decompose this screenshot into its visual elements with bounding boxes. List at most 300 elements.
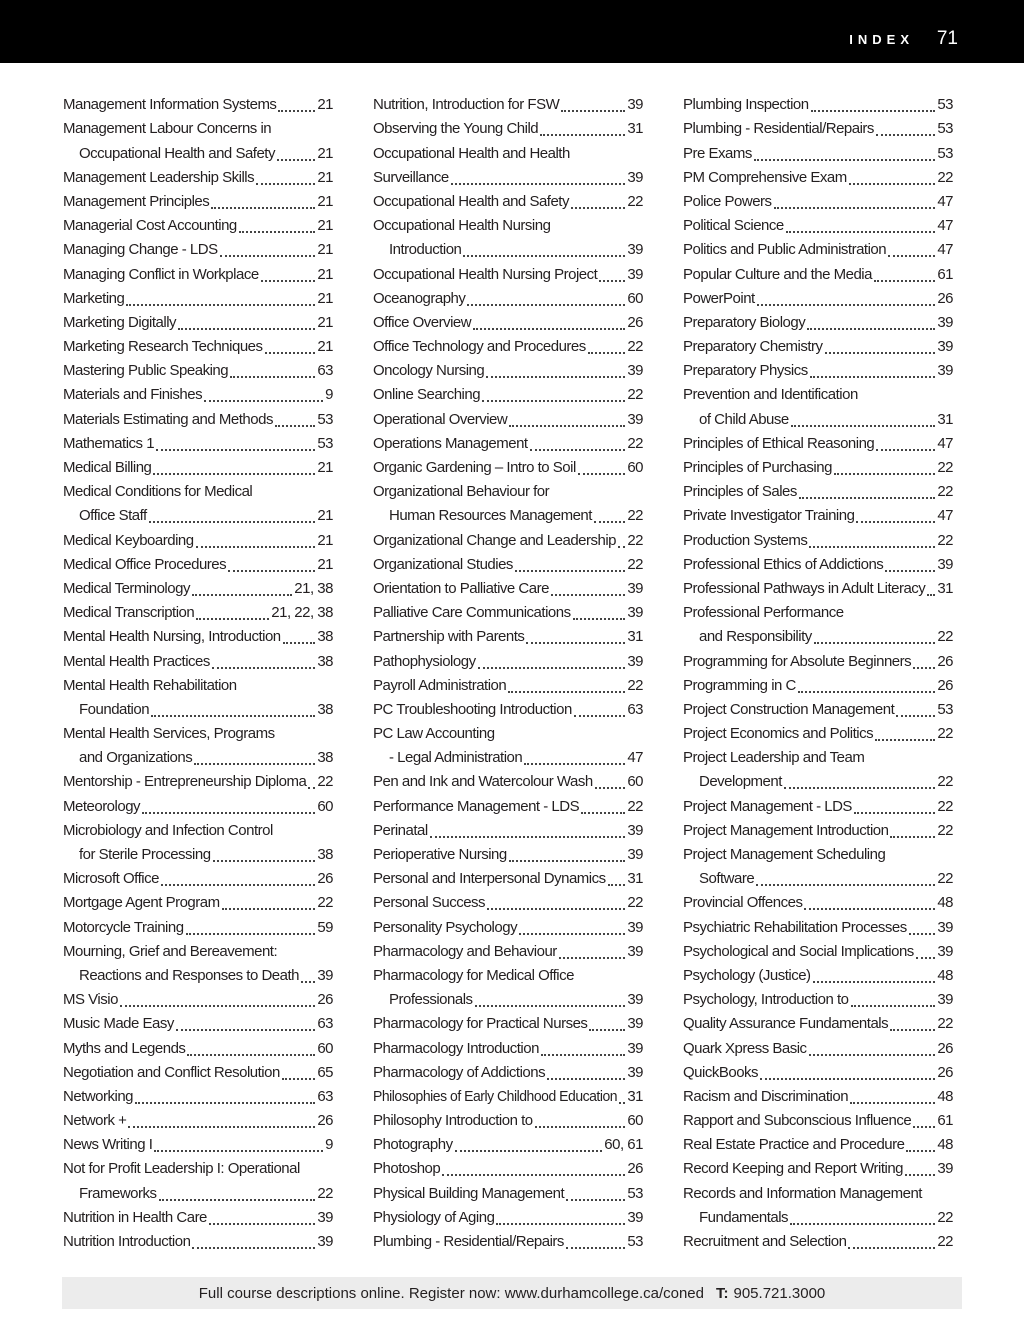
index-entry-title: Perinatal [373,821,428,839]
index-entry-title: PM Comprehensive Exam [683,168,847,186]
index-entry-title: Managing Change - LDS [63,241,218,259]
index-entry-line [63,623,333,647]
index-entry-line [373,913,643,937]
index-entry [373,454,643,478]
index-entry-title: Pharmacology of Addictions [373,1063,546,1081]
dot-leader [784,786,935,789]
index-entry-line [683,913,953,937]
dot-leader [834,472,935,475]
index-entry-line [683,164,953,188]
index-entry [63,1034,333,1058]
index-entry-title: PC Law Accounting [373,725,495,743]
index-entry-title: Professional Pathways in Adult Literacy [683,579,926,597]
index-entry-line [373,139,643,163]
index-entry-pages: 21 [317,96,333,114]
index-entry [63,236,333,260]
index-entry-line [373,599,643,623]
dot-leader [153,472,315,475]
index-entry-title: Occupational Health Nursing [373,217,551,235]
dot-leader [187,1053,315,1056]
index-entry-title: Foundation [79,700,150,718]
index-entry-pages: 22 [937,483,953,501]
index-entry-pages: 48 [937,966,953,984]
index-entry-title: Provincial Offences [683,894,803,912]
index-entry [683,647,953,671]
dot-leader [467,303,625,306]
index-entry-pages: 39 [627,96,643,114]
index-entry-line [63,357,333,381]
index-entry-title: Pharmacology and Behaviour [373,942,557,960]
index-entry [373,212,643,260]
index-entry-title: Partnership with Parents [373,628,525,646]
index-entry-line [683,1228,953,1252]
index-entry-line [63,889,333,913]
index-entry-title: Project Economics and Politics [683,725,874,743]
index-entry [373,913,643,937]
dot-leader [261,279,316,282]
index-entry-line [373,841,643,865]
index-entry-title: Network + [63,1112,127,1130]
index-entry [63,357,333,381]
index-entry-pages: 39 [317,1233,333,1250]
dot-leader [192,1246,315,1249]
index-entry-pages: 21 [317,555,333,573]
dot-leader [486,375,625,378]
dot-leader [854,811,935,814]
index-entry [373,478,643,526]
index-entry-title: Psychiatric Rehabilitation Processes [683,918,907,936]
index-entry-title: Managerial Cost Accounting [63,217,237,235]
index-entry-line [373,938,643,962]
dot-leader [194,762,315,765]
index-entry-line [373,744,643,768]
index-entry-pages: 60 [317,797,333,815]
dot-leader [551,593,625,596]
index-entry-title: Marketing [63,289,125,307]
index-entry-line [373,1010,643,1034]
index-entry [683,551,953,575]
index-entry [63,889,333,913]
dot-leader [913,666,935,669]
dot-leader [283,641,316,644]
index-entry [63,285,333,309]
index-entry-line [63,962,333,986]
index-entry [63,115,333,163]
index-entry-title: Nutrition in Health Care [63,1208,207,1226]
index-entry-pages: 39 [627,604,643,622]
index-entry-title: Personal and Interpersonal Dynamics [373,870,606,888]
index-entry-title: Plumbing Inspection [683,96,809,114]
index-entry-title: Development [699,773,782,791]
index-entry-title: Mourning, Grief and Bereavement: [63,942,278,960]
dot-leader [159,1198,316,1201]
index-entry-line [683,1034,953,1058]
index-entry-line [373,1059,643,1083]
dot-leader [530,448,626,451]
index-entry [683,188,953,212]
index-entry [373,647,643,671]
index-entry [683,889,953,913]
index-entry [683,212,953,236]
dot-leader [482,399,625,402]
index-entry-line [63,1034,333,1058]
index-entry-line [683,647,953,671]
index-entry-title: Principles of Ethical Reasoning [683,434,875,452]
index-entry-pages: 47 [937,217,953,235]
dot-leader [875,738,935,741]
index-entry-pages: 60 [317,1039,333,1057]
index-entry-line [683,986,953,1010]
index-entry-line [683,1204,953,1228]
index-entry-pages: 39 [627,652,643,670]
index-entry-line [63,1107,333,1131]
dot-leader [786,230,936,233]
index-entry-title: for Sterile Processing [79,846,211,863]
index-entry-title: Physical Building Management [373,1184,565,1202]
dot-leader [790,1222,935,1225]
index-entry-title: QuickBooks [683,1063,759,1081]
index-entry [683,720,953,744]
index-entry-line [63,91,333,115]
index-entry-pages: 53 [937,144,953,162]
index-entry-title: Rapport and Subconscious Influence [683,1112,912,1130]
dot-leader [239,230,316,233]
index-entry-line [63,526,333,550]
index-entry-line [63,478,333,502]
dot-leader [275,424,315,427]
dot-leader [905,1173,935,1176]
index-entry [683,1034,953,1058]
index-entry-line [683,236,953,260]
dot-leader [463,254,625,257]
index-entry-title: and Responsibility [699,628,812,646]
dot-leader [618,545,625,548]
index-entry [683,430,953,454]
index-entry-line [683,1155,953,1179]
index-entry-pages: 21 [317,241,333,259]
index-entry-pages: 39 [627,1015,643,1033]
index-entry-title: Philosophy Introduction to [373,1112,533,1130]
index-entry [683,260,953,284]
index-entry [63,260,333,284]
dot-leader [599,279,625,282]
index-entry-title: Music Made Easy [63,1015,174,1033]
index-entry [373,792,643,816]
index-entry-pages: 21 [317,168,333,186]
index-entry-title: Psychology, Introduction to [683,991,849,1009]
index-entry [63,405,333,429]
index-entry-pages: 39 [937,991,953,1009]
index-entry-pages: 39 [627,918,643,936]
index-entry-line [373,696,643,720]
index-entry-title: Mental Health Rehabilitation [63,676,237,694]
dot-leader [515,569,625,572]
index-entry-title: Principles of Sales [683,483,797,501]
index-entry-pages: 48 [937,1136,953,1154]
dot-leader [220,254,316,257]
dot-leader [608,883,626,886]
index-entry-pages: 22 [627,555,643,573]
dot-leader [798,690,935,693]
index-entry-title: Medical Office Procedures [63,555,227,573]
index-entry [63,720,333,768]
index-entry-title: Management Leadership Skills [63,168,255,186]
index-entry-title: Observing the Young Child [373,120,539,138]
index-entry-title: - Legal Administration [389,749,523,767]
index-entry-pages: 53 [627,1184,643,1202]
index-entry-line [63,164,333,188]
index-entry-line [683,551,953,575]
index-entry-pages: 39 [627,942,643,960]
index-entry-line [63,768,333,792]
index-entry-title: Occupational Health and Safety [79,144,275,162]
index-entry-line [683,357,953,381]
index-entry-pages: 26 [317,991,333,1009]
index-entry-title: Pharmacology for Practical Nurses [373,1015,588,1033]
index-entry-pages: 21 [317,338,333,356]
index-entry [683,309,953,333]
index-entry-pages: 53 [317,434,333,452]
index-entry-pages: 39 [627,362,643,380]
dot-leader [589,1028,625,1031]
index-entry-pages: 53 [627,1233,643,1250]
index-entry [63,381,333,405]
index-entry-pages: 60 [627,773,643,791]
index-entry [683,454,953,478]
dot-leader [211,206,315,209]
index-entry-pages: 48 [937,894,953,912]
index-entry [63,865,333,889]
dot-leader [156,448,315,451]
index-entry [683,139,953,163]
index-entry-title: Reactions and Responses to Death [79,966,299,984]
index-entry [683,91,953,115]
dot-leader [559,956,626,959]
index-entry-pages: 48 [937,1087,953,1105]
index-entry [63,1228,333,1252]
index-entry [683,938,953,962]
dot-leader [451,182,626,185]
dot-leader [154,1149,323,1152]
dot-leader [888,254,935,257]
index-entry-pages: 38 [317,652,333,670]
index-entry-line [683,720,953,744]
index-entry-line [63,599,333,623]
index-entry-title: Management Labour Concerns in [63,120,272,138]
index-entry-line [683,91,953,115]
index-entry [683,696,953,720]
index-entry-title: Not for Profit Leadership I: Operational [63,1160,300,1178]
index-entry-title: Politics and Public Administration [683,241,887,259]
dot-leader [909,932,936,935]
index-entry-title: Nutrition, Introduction for FSW [373,96,560,114]
index-entry-pages: 39 [627,168,643,186]
index-entry [373,1034,643,1058]
index-entry-line [63,454,333,478]
index-entry-pages: 39 [937,918,953,936]
index-entry-title: Motorcycle Training [63,918,184,936]
index-entry-pages: 26 [317,1112,333,1130]
index-entry [63,212,333,236]
index-entry-pages: 39 [627,1208,643,1226]
dot-leader [151,714,315,717]
index-entry-line [683,309,953,333]
index-entry-title: Introduction [389,241,462,259]
dot-leader [825,351,936,354]
dot-leader [161,883,315,886]
header-bar [0,0,1024,63]
dot-leader [811,109,936,112]
index-entry-line [63,647,333,671]
index-entry [373,575,643,599]
dot-leader [541,1053,625,1056]
index-entry-title: Frameworks [79,1184,157,1202]
index-entry-line [373,405,643,429]
index-entry-pages: 22 [937,725,953,743]
index-entry [63,188,333,212]
dot-leader [475,1004,626,1007]
index-entry-line [373,817,643,841]
index-entry-pages: 9 [325,386,333,404]
index-entry-title: Preparatory Physics [683,362,808,380]
index-entry-pages: 39 [937,1160,953,1178]
dot-leader [807,327,935,330]
index-entry-title: Pathophysiology [373,652,476,670]
index-entry-pages: 47 [627,749,643,767]
index-entry-line [683,260,953,284]
index-entry-title: Marketing Digitally [63,313,177,331]
index-entry-title: Recruitment and Selection [683,1233,847,1250]
index-entry-title: Professional Ethics of Addictions [683,555,884,573]
index-entry-pages: 22 [627,676,643,694]
index-entry [683,285,953,309]
index-entry-title: Personal Success [373,894,486,912]
index-entry [683,1228,953,1252]
index-entry [683,817,953,841]
index-entry-title: Professional Performance [683,604,844,622]
index-entry [63,1059,333,1083]
index-entry [63,647,333,671]
index-entry-pages: 22 [627,386,643,404]
index-entry-line [373,720,643,744]
dot-leader [256,182,315,185]
index-entry-title: Quark Xpress Basic [683,1039,807,1057]
dot-leader [561,109,625,112]
index-entry-line [373,91,643,115]
index-entry-title: Online Searching [373,386,481,404]
index-entry-pages: 22 [937,1015,953,1033]
index-entry-pages: 63 [317,1087,333,1105]
dot-leader [496,1222,625,1225]
index-entry-line [63,696,333,720]
index-entry [373,720,643,768]
index-entry [683,575,953,599]
index-entry-pages: 47 [937,507,953,525]
index-entry-line [373,672,643,696]
index-entry-pages: 9 [325,1136,333,1154]
index-entry-line [373,212,643,236]
index-entry [373,1228,643,1252]
index-entry-pages: 59 [317,918,333,936]
index-entry-title: Photography [373,1136,453,1154]
index-entry-line [683,623,953,647]
dot-leader [573,617,626,620]
index-entry-line [683,938,953,962]
index-entry [373,1131,643,1155]
index-entry [683,478,953,502]
index-entry [63,599,333,623]
index-entry-line [683,381,953,405]
index-entry-line [373,164,643,188]
index-entry-line [683,115,953,139]
index-entry-pages: 60 [627,289,643,307]
index-entry-line [63,1059,333,1083]
index-entry-pages: 47 [937,241,953,259]
index-entry-title: Mortgage Agent Program [63,894,220,912]
index-entry-pages: 60 [627,1112,643,1130]
index-entry-title: Psychology (Justice) [683,966,811,984]
index-entry-pages: 31 [627,1087,643,1105]
index-entry-pages: 53 [937,96,953,114]
dot-leader [509,859,626,862]
index-entry-title: Myths and Legends [63,1039,186,1057]
index-column-3 [683,91,953,1252]
index-entry-title: Real Estate Practice and Procedure [683,1136,905,1154]
index-entry-title: Marketing Research Techniques [63,338,263,356]
index-entry [373,188,643,212]
index-entry-line [373,551,643,575]
index-entry-pages: 21 [317,531,333,549]
index-entry [373,381,643,405]
dot-leader [876,133,935,136]
dot-leader [509,424,625,427]
dot-leader [535,1125,626,1128]
index-entry-title: Quality Assurance Fundamentals [683,1015,889,1033]
index-entry-pages: 22 [627,434,643,452]
index-entry-line [683,889,953,913]
index-entry-line [63,1010,333,1034]
index-entry-line [63,139,333,163]
dot-leader [265,351,316,354]
index-entry [63,817,333,865]
index-entry-line [683,188,953,212]
dot-leader [813,980,936,983]
dot-leader [581,811,625,814]
index-entry-line [683,212,953,236]
index-entry-title: Principles of Purchasing [683,459,832,476]
index-entry [373,599,643,623]
index-entry-line [63,502,333,526]
index-entry-line [373,647,643,671]
index-entry-pages: 21, 22, 38 [271,604,333,622]
index-entry-pages: 53 [937,120,953,138]
index-entry-title: Payroll Administration [373,676,507,694]
index-entry-line [683,1107,953,1131]
index-entry [683,1010,953,1034]
index-entry-pages: 22 [937,1233,953,1250]
dot-leader [196,617,269,620]
dot-leader [540,133,625,136]
index-entry-title: Pharmacology for Medical Office [373,966,574,984]
dot-leader [874,279,935,282]
dot-leader [791,424,936,427]
index-entry-line [63,792,333,816]
dot-leader [856,520,935,523]
index-entry-pages: 22 [317,1184,333,1202]
dot-leader [526,641,625,644]
index-entry-pages: 39 [937,338,953,356]
index-entry-line [63,405,333,429]
